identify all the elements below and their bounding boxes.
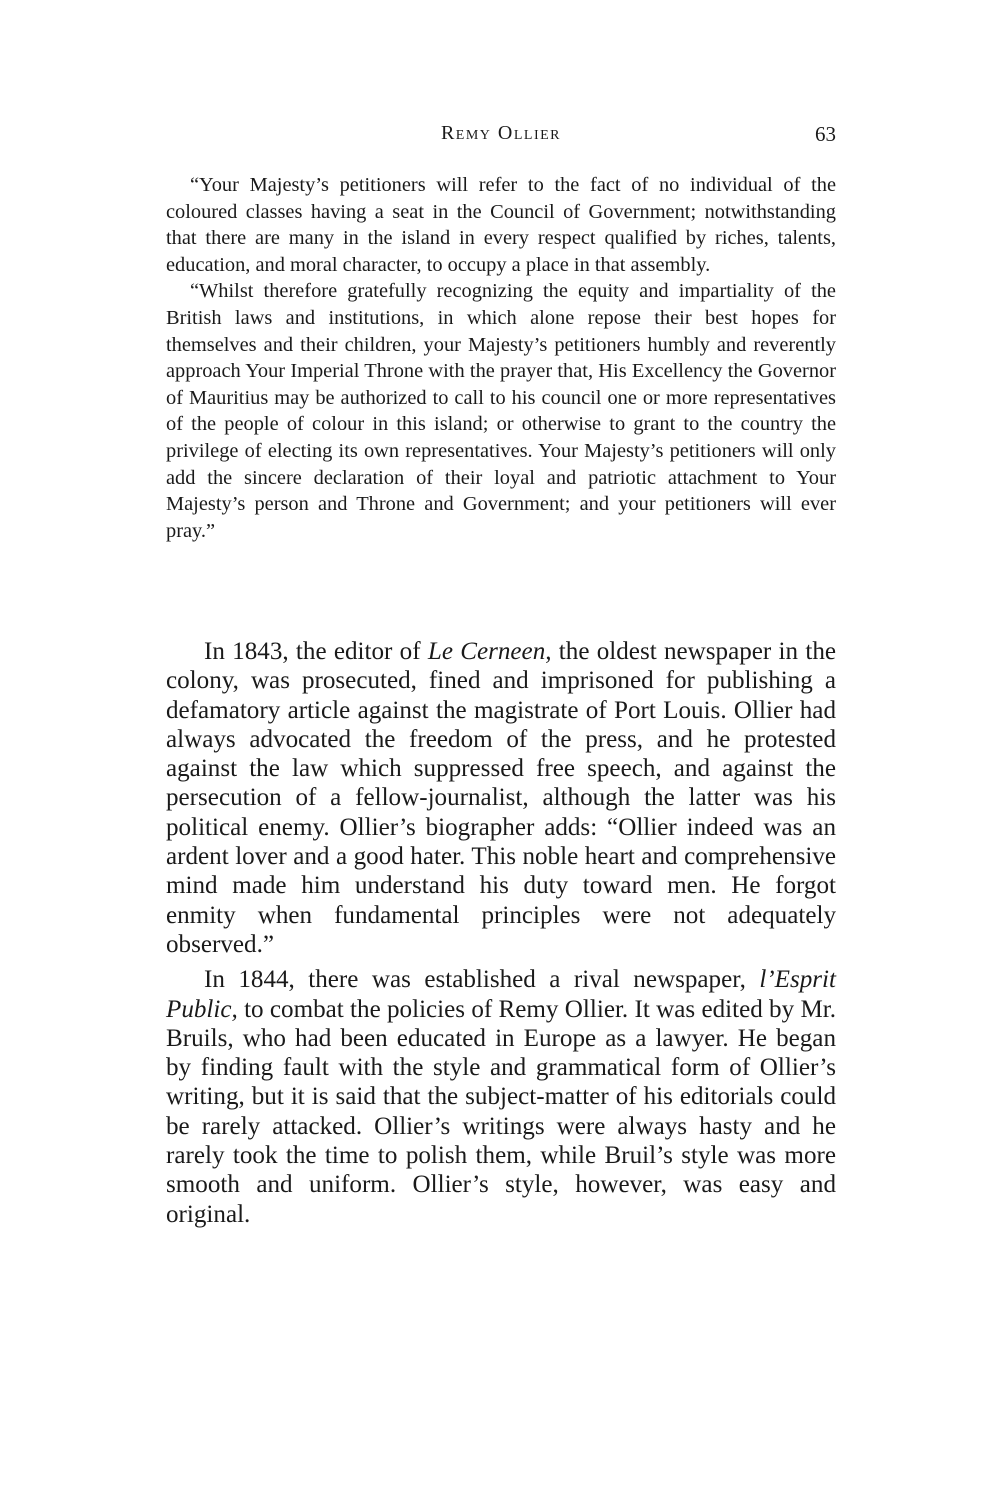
newspaper-title-esprit-public: l’Esprit Public, xyxy=(166,966,836,1023)
newspaper-title-le-cerneen: Le Cerneen, xyxy=(427,638,552,665)
quote-paragraph-2: “Whilst therefore gratefully recognizing the equity and impartiality of the British laws and institutions, in which alone repose their best hopes for themselves and their children, your Majesty’s petitioners humbly and reverently approach Your Imperial Throne with the prayer that, His Excellency the Governor of Mauritius may be authorized to call to his council one or more representatives of the people of colour in this island; or otherwise to grant to the country the privilege of electing its own representatives. Your Majesty’s petitioners will only add the sincere declaration of their loyal and patriotic attachment to Your Majesty’s person and Throne and Government; and your petitioners will ever pray.” xyxy=(166,280,836,542)
body-paragraph-2-rest: to combat the policies of Remy Ollier. It was edited by Mr. Bruils, who had been educated in Europe as a lawyer. He began by finding fault with the style and grammatical form of Ollier’s writing, but it is said that the subject-matter of his editorials could be rarely attacked. Ollier’s writings were always hasty and he rarely took the time to polish them, while Bruil’s style was more smooth and uniform. Ollier’s style, however, was easy and original. xyxy=(166,995,836,1228)
body-paragraph-1-start: In 1843, the editor of xyxy=(204,638,428,665)
body-paragraph-1-rest: the oldest newspaper in the colony, was prosecuted, fined and imprisoned for publishing a defamatory article against the magistrate of Port Louis. Ollier had always advocated the freedom of the press, and he protested against the law which suppressed free speech, and against the persecution of a fellow-journalist, although the latter was his political enemy. Ollier’s biographer adds: “Ollier indeed was an ardent lover and a good hater. This noble heart and comprehensive mind made him understand his duty toward men. He forgot enmity when fundamental principles were not adequately observed.” xyxy=(166,638,836,958)
body-paragraph-2 xyxy=(166,965,836,1229)
petition-quote xyxy=(166,172,836,544)
quote-paragraph-1: “Your Majesty’s petitioners will refer to the fact of no individual of the coloured classes having a seat in the Council of Government; notwithstanding that there are many in the island in every respect qualified by riches, talents, education, and moral character, to occupy a place in that assembly. xyxy=(166,174,836,276)
page-header xyxy=(166,122,836,152)
body-paragraph-1 xyxy=(166,637,836,959)
body-paragraph-2-start: In 1844, there was established a rival newspaper, xyxy=(204,966,760,994)
running-head: Remy Ollier xyxy=(440,122,562,144)
body-text xyxy=(166,637,836,1235)
page-number: 63 xyxy=(815,122,836,146)
